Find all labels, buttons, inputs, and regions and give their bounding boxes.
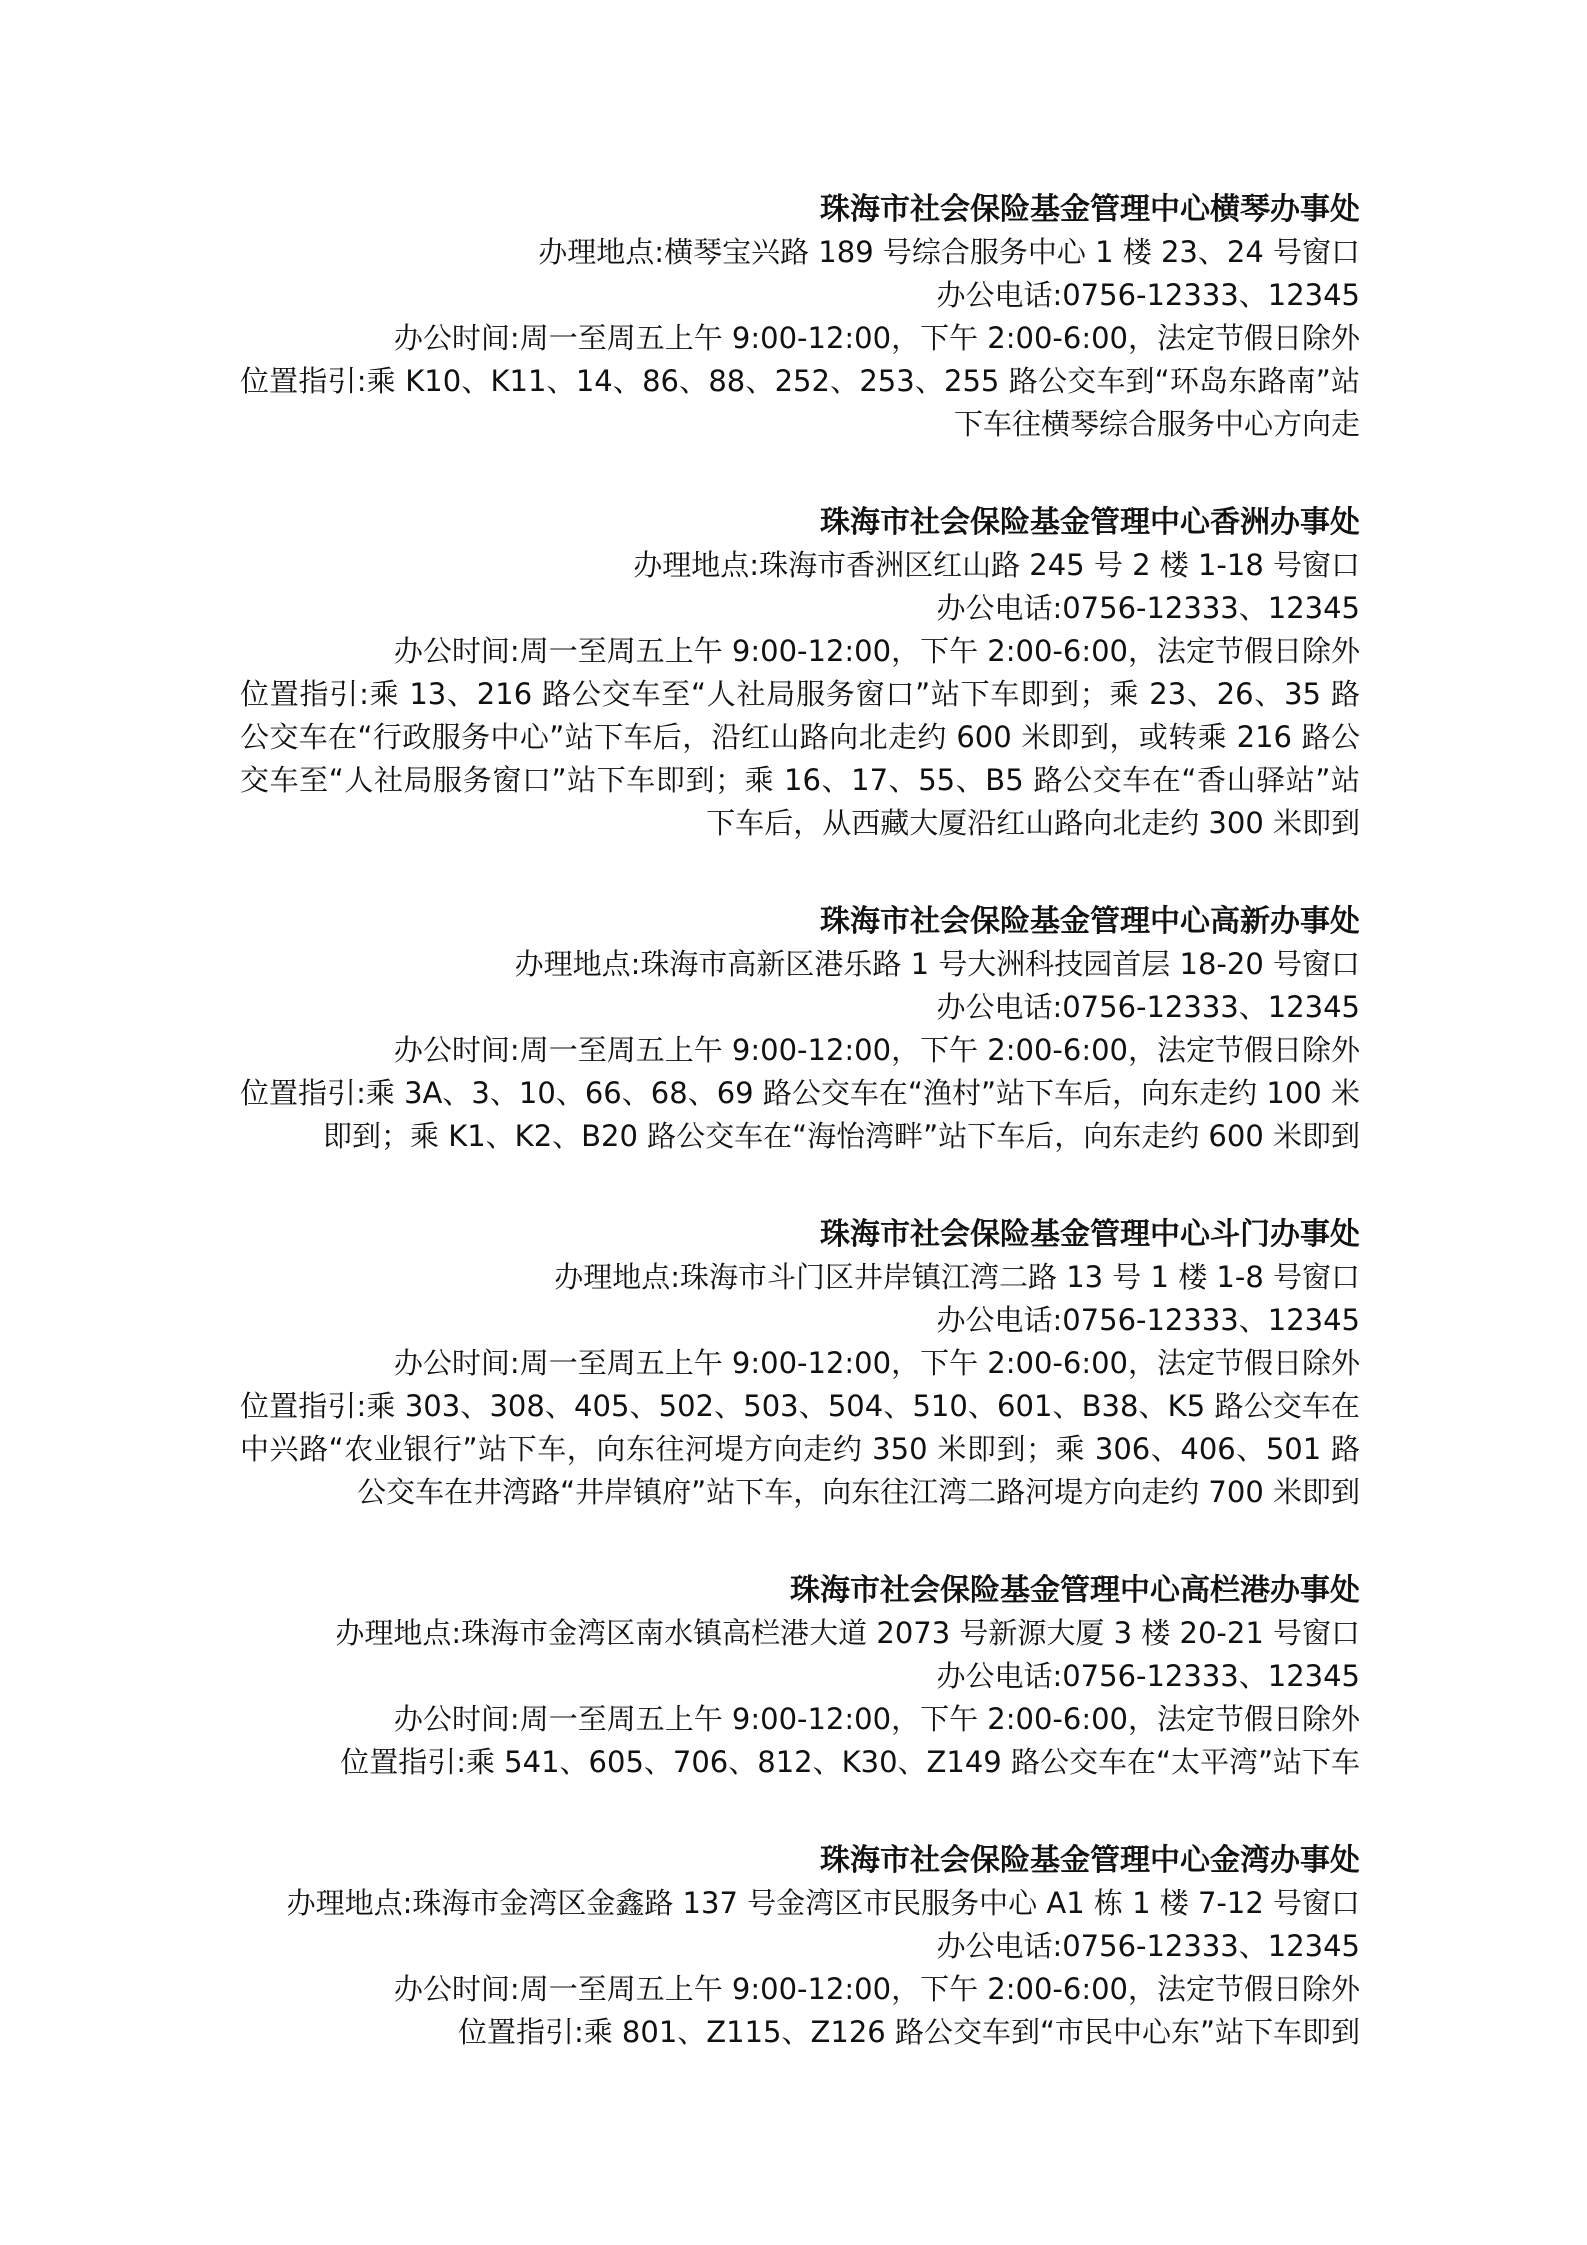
- directions-value: 乘 K10、K11、14、86、88、252、253、255 路公交车到“环岛东路南”站下车往横琴综合服务中心方向走: [366, 364, 1360, 441]
- directions-value: 乘 801、Z115、Z126 路公交车到“市民中心东”站下车即到: [583, 2015, 1360, 2049]
- address-line: [240, 1882, 1360, 1925]
- hours-line: [240, 1968, 1360, 2011]
- phone-value: 0756-12333、12345: [1062, 990, 1360, 1024]
- address-label: 办理地点:: [335, 1616, 462, 1650]
- hours-label: 办公时间:: [393, 1033, 520, 1067]
- directions-line: [240, 1385, 1360, 1514]
- phone-label: 办公电话:: [936, 1929, 1063, 1963]
- address-line: [240, 1256, 1360, 1299]
- address-value: 珠海市高新区港乐路 1 号大洲科技园首层 18-20 号窗口: [640, 947, 1360, 981]
- address-label: 办理地点:: [286, 1886, 413, 1920]
- section-title: 珠海市社会保险基金管理中心金湾办事处: [820, 1843, 1360, 1878]
- office-section-hengqin: [240, 188, 1360, 446]
- office-list: [240, 188, 1360, 2054]
- address-line: [240, 544, 1360, 587]
- hours-label: 办公时间:: [393, 1346, 520, 1380]
- hours-line: [240, 317, 1360, 360]
- address-value: 横琴宝兴路 189 号综合服务中心 1 楼 23、24 号窗口: [664, 235, 1360, 269]
- phone-value: 0756-12333、12345: [1062, 591, 1360, 625]
- phone-label: 办公电话:: [936, 278, 1063, 312]
- hours-line: [240, 1698, 1360, 1741]
- hours-line: [240, 1342, 1360, 1385]
- hours-line: [240, 1029, 1360, 1072]
- phone-value: 0756-12333、12345: [1062, 1929, 1360, 1963]
- directions-line: [240, 2011, 1360, 2054]
- directions-label: 位置指引:: [240, 1076, 366, 1110]
- directions-label: 位置指引:: [340, 1745, 466, 1779]
- phone-line: [240, 1299, 1360, 1342]
- section-title: 珠海市社会保险基金管理中心高新办事处: [820, 904, 1360, 939]
- phone-line: [240, 587, 1360, 630]
- directions-line: [240, 1741, 1360, 1784]
- phone-line: [240, 1925, 1360, 1968]
- hours-label: 办公时间:: [393, 1702, 520, 1736]
- phone-label: 办公电话:: [936, 1303, 1063, 1337]
- hours-value: 周一至周五上午 9:00-12:00，下午 2:00-6:00，法定节假日除外: [519, 1702, 1360, 1736]
- directions-label: 位置指引:: [240, 1389, 367, 1423]
- directions-label: 位置指引:: [457, 2015, 584, 2049]
- directions-value: 乘 3A、3、10、66、68、69 路公交车在“渔村”站下车后，向东走约 100 米即到；乘 K1、K2、B20 路公交车在“海怡湾畔”站下车后，向东走约 600 米即到: [322, 1076, 1360, 1153]
- section-title: 珠海市社会保险基金管理中心横琴办事处: [820, 192, 1360, 227]
- hours-value: 周一至周五上午 9:00-12:00，下午 2:00-6:00，法定节假日除外: [519, 634, 1360, 668]
- hours-label: 办公时间:: [393, 634, 520, 668]
- office-section-doumen: [240, 1213, 1360, 1514]
- hours-value: 周一至周五上午 9:00-12:00，下午 2:00-6:00，法定节假日除外: [519, 1033, 1360, 1067]
- document-page: [240, 188, 1360, 2109]
- directions-value: 乘 13、216 路公交车至“人社局服务窗口”站下车即到；乘 23、26、35 路公交车在“行政服务中心”站下车后，沿红山路向北走约 600 米即到，或转乘 216 路公交车至“人社局服务窗口”站下车即到；乘 16、17、55、B5 路公交车在“香山驿站”站下车后，从西藏大厦沿红山路向北走约 300 米即到: [240, 677, 1360, 840]
- hours-value: 周一至周五上午 9:00-12:00，下午 2:00-6:00，法定节假日除外: [519, 1972, 1360, 2006]
- directions-label: 位置指引:: [240, 364, 367, 398]
- office-section-gaolangang: [240, 1569, 1360, 1784]
- phone-line: [240, 1655, 1360, 1698]
- address-label: 办理地点:: [514, 947, 641, 981]
- address-value: 珠海市金湾区南水镇高栏港大道 2073 号新源大厦 3 楼 20-21 号窗口: [461, 1616, 1360, 1650]
- office-section-gaoxin: [240, 900, 1360, 1158]
- phone-label: 办公电话:: [936, 591, 1063, 625]
- hours-label: 办公时间:: [393, 321, 520, 355]
- address-line: [240, 1612, 1360, 1655]
- address-label: 办理地点:: [633, 548, 760, 582]
- phone-label: 办公电话:: [936, 1659, 1063, 1693]
- directions-line: [240, 673, 1360, 845]
- phone-line: [240, 274, 1360, 317]
- phone-value: 0756-12333、12345: [1062, 1659, 1360, 1693]
- hours-line: [240, 630, 1360, 673]
- directions-value: 乘 541、605、706、812、K30、Z149 路公交车在“太平湾”站下车: [465, 1745, 1360, 1779]
- section-title: 珠海市社会保险基金管理中心高栏港办事处: [790, 1573, 1360, 1608]
- address-line: [240, 231, 1360, 274]
- address-value: 珠海市斗门区井岸镇江湾二路 13 号 1 楼 1-8 号窗口: [679, 1260, 1360, 1294]
- address-line: [240, 943, 1360, 986]
- phone-line: [240, 986, 1360, 1029]
- directions-line: [240, 360, 1360, 446]
- address-value: 珠海市香洲区红山路 245 号 2 楼 1-18 号窗口: [759, 548, 1360, 582]
- hours-label: 办公时间:: [393, 1972, 520, 2006]
- hours-value: 周一至周五上午 9:00-12:00，下午 2:00-6:00，法定节假日除外: [519, 321, 1360, 355]
- directions-value: 乘 303、308、405、502、503、504、510、601、B38、K5 路公交车在中兴路“农业银行”站下车，向东往河堤方向走约 350 米即到；乘 306、406、501 路公交车在井湾路“井岸镇府”站下车，向东往江湾二路河堤方向走约 700 米即到: [240, 1389, 1360, 1509]
- section-title: 珠海市社会保险基金管理中心斗门办事处: [820, 1217, 1360, 1252]
- address-value: 珠海市金湾区金鑫路 137 号金湾区市民服务中心 A1 栋 1 楼 7-12 号窗口: [412, 1886, 1360, 1920]
- address-label: 办理地点:: [538, 235, 665, 269]
- phone-value: 0756-12333、12345: [1062, 1303, 1360, 1337]
- phone-label: 办公电话:: [936, 990, 1063, 1024]
- phone-value: 0756-12333、12345: [1062, 278, 1360, 312]
- directions-line: [240, 1072, 1360, 1158]
- hours-value: 周一至周五上午 9:00-12:00，下午 2:00-6:00，法定节假日除外: [519, 1346, 1360, 1380]
- office-section-xiangzhou: [240, 501, 1360, 845]
- address-label: 办理地点:: [554, 1260, 680, 1294]
- section-title: 珠海市社会保险基金管理中心香洲办事处: [820, 505, 1360, 540]
- office-section-jinwan: [240, 1839, 1360, 2054]
- directions-label: 位置指引:: [240, 677, 369, 711]
